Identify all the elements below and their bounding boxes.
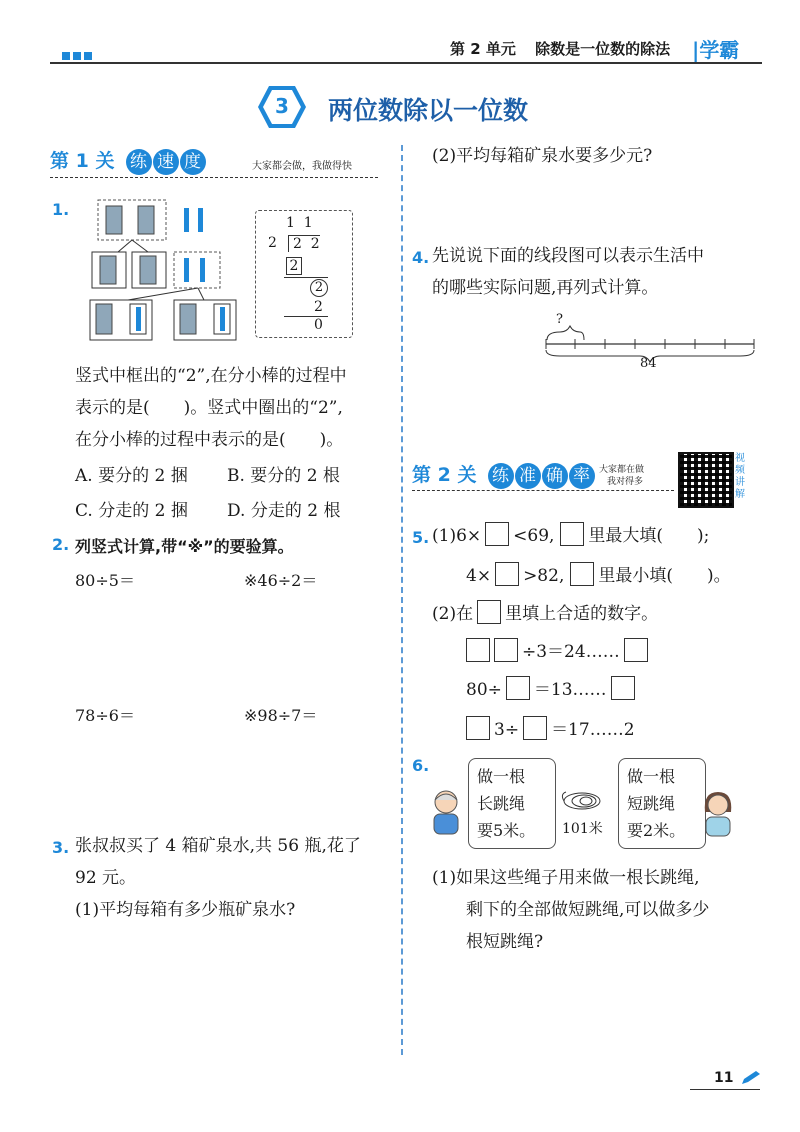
q5-line1: [432, 520, 709, 552]
q6-line: (1)如果这些绳子用来做一根长跳绳,: [432, 868, 700, 888]
speech-bubble-right: [618, 758, 706, 849]
answer-box[interactable]: [624, 638, 648, 662]
q2-expr: 80÷5＝: [75, 571, 135, 590]
lesson-number: 3: [275, 94, 289, 118]
div-rule-1: [284, 277, 328, 278]
option-b[interactable]: B. 要分的 2 根: [227, 466, 340, 486]
pencil-icon: [740, 1070, 762, 1090]
answer-box[interactable]: [477, 600, 501, 624]
remainder-zero: 0: [314, 317, 323, 333]
answer-box[interactable]: [466, 716, 490, 740]
video-char: 频: [735, 465, 745, 476]
pencil-svg: [740, 1070, 762, 1086]
boy-avatar: [428, 788, 464, 840]
q3-sub2: (2)平均每箱矿泉水要多少元?: [432, 146, 653, 166]
q1-number: 1.: [52, 200, 70, 219]
long-division-box: [255, 210, 353, 338]
level2-note: [599, 464, 644, 488]
q1-options: [75, 460, 395, 527]
footer-rule: [690, 1089, 760, 1090]
level2-char: 准: [515, 463, 541, 489]
answer-box[interactable]: [560, 522, 584, 546]
q5-eq1: [466, 636, 648, 668]
brand-text: 学霸: [699, 38, 740, 62]
bubble-line: 做一根: [627, 767, 676, 786]
video-char: 解: [735, 489, 745, 500]
header-rule: [50, 62, 762, 64]
answer-box[interactable]: [495, 562, 519, 586]
level2-label: 第 2 关: [412, 464, 477, 486]
answer-box[interactable]: [466, 638, 490, 662]
answer-box[interactable]: [523, 716, 547, 740]
q5-eq3: [466, 714, 635, 746]
q1-line: 在分小棒的过程中表示的是( )。: [75, 430, 344, 450]
level2-header: [412, 460, 596, 489]
q3-line: 张叔叔买了 4 箱矿泉水,共 56 瓶,花了: [75, 836, 361, 856]
q2-expr: ※46÷2＝: [244, 571, 318, 590]
answer-box[interactable]: [506, 676, 530, 700]
q3-text: [75, 830, 400, 926]
level1-char: 度: [180, 149, 206, 175]
lesson-badge: [257, 84, 307, 130]
answer-box[interactable]: [570, 562, 594, 586]
q6-line: 剩下的全部做短跳绳,可以做多少: [466, 900, 710, 920]
boxed-two: 2: [286, 257, 302, 275]
q5-line2: [466, 560, 731, 592]
qr-code-icon[interactable]: [678, 452, 734, 508]
q5-text: ÷3＝24……: [522, 642, 620, 662]
column-divider: [401, 145, 403, 1055]
q5-eq2: [466, 674, 635, 706]
circled-two: 2: [310, 279, 328, 297]
video-char: 视: [735, 453, 745, 464]
q5-text: (2)在: [432, 604, 474, 624]
level2-note-line: 大家都在做: [599, 465, 645, 475]
brand-logo: |学霸: [692, 38, 740, 62]
bubble-line: 做一根: [477, 767, 526, 786]
quotient: 1 1: [286, 215, 313, 231]
q5-text: >82,: [523, 566, 565, 586]
unit-label: 第 2 单元: [450, 40, 516, 58]
q6-number: 6.: [412, 756, 430, 775]
q5-text: <69,: [513, 526, 555, 546]
level2-char: 练: [488, 463, 514, 489]
stick-diagram: [88, 196, 248, 350]
q5-text: (1)6×: [432, 526, 482, 546]
bubble-line: 要2米。: [627, 821, 686, 840]
q2-expr: ※98÷7＝: [244, 706, 318, 725]
q4-text: [432, 240, 762, 304]
q3-number: 3.: [52, 838, 70, 857]
bubble-line: 长跳绳: [477, 794, 526, 813]
speech-bubble-left: [468, 758, 556, 849]
option-c[interactable]: C. 分走的 2 捆: [75, 501, 188, 521]
q5-text: 80÷: [466, 680, 502, 700]
boy-icon: [428, 788, 464, 836]
q5-line3: [432, 598, 658, 630]
bubble-line: 要5米。: [477, 821, 536, 840]
girl-avatar: [700, 790, 736, 842]
option-d[interactable]: D. 分走的 2 根: [227, 501, 341, 521]
q3-sub1: (1)平均每箱有多少瓶矿泉水?: [75, 900, 296, 920]
level1-char: 速: [153, 149, 179, 175]
answer-box[interactable]: [485, 522, 509, 546]
level1-label: 第 1 关: [50, 150, 115, 172]
q1-line: 表示的是( )。竖式中圈出的“2”,: [75, 398, 343, 418]
q5-text: 里最小填( )。: [598, 566, 731, 586]
header-unit: [450, 38, 670, 59]
lesson-title: 两位数除以一位数: [328, 96, 529, 125]
q6-sub1: [432, 862, 767, 958]
level1-note: 大家都会做，我做得快: [252, 161, 352, 172]
option-a[interactable]: A. 要分的 2 捆: [75, 466, 188, 486]
q6-line: 根短跳绳?: [466, 932, 544, 952]
video-label: [735, 453, 745, 501]
q2-expr: 78÷6＝: [75, 706, 135, 725]
stick-bundles-icon: [88, 196, 248, 346]
answer-box[interactable]: [494, 638, 518, 662]
level1-char: 练: [126, 149, 152, 175]
unknown-label: ?: [556, 312, 563, 327]
video-char: 讲: [735, 477, 745, 488]
q5-text: ＝13……: [533, 680, 607, 700]
divisor: 2: [268, 235, 277, 251]
rope-coil: [560, 788, 604, 818]
girl-icon: [700, 790, 736, 838]
q4-line: 先说说下面的线段图可以表示生活中: [432, 246, 704, 266]
q5-text: 4×: [466, 566, 492, 586]
q1-line: 竖式中框出的“2”,在分小棒的过程中: [75, 366, 347, 386]
q5-text: 3÷: [494, 720, 520, 740]
level2-char: 率: [569, 463, 595, 489]
q5-text: 里最大填( );: [588, 526, 710, 546]
level1-rule: [50, 177, 378, 178]
q2-number: 2.: [52, 535, 70, 554]
rope-icon: [560, 788, 604, 814]
dividend: 2 2: [288, 235, 320, 252]
answer-box[interactable]: [611, 676, 635, 700]
level2-char: 确: [542, 463, 568, 489]
level2-note-line: 我对得多: [607, 477, 644, 487]
q5-number: 5.: [412, 528, 430, 547]
total-label: 84: [640, 356, 657, 371]
q5-text: ＝17……2: [551, 720, 635, 740]
level2-rule: [412, 490, 674, 491]
q4-number: 4.: [412, 248, 430, 267]
q3-line: 92 元。: [75, 868, 137, 888]
q1-text: [75, 360, 395, 456]
q4-line: 的哪些实际问题,再列式计算。: [432, 278, 659, 298]
sub-two: 2: [314, 299, 323, 315]
q5-text: 里填上合适的数字。: [505, 604, 659, 624]
page-number: 11: [714, 1070, 734, 1086]
q2-title: 列竖式计算,带“※”的要验算。: [75, 537, 294, 556]
unit-title: 除数是一位数的除法: [535, 40, 671, 58]
segment-diagram: [540, 310, 760, 372]
rope-length: 101米: [562, 821, 603, 837]
bubble-line: 短跳绳: [627, 794, 676, 813]
level1-header: [50, 146, 207, 175]
